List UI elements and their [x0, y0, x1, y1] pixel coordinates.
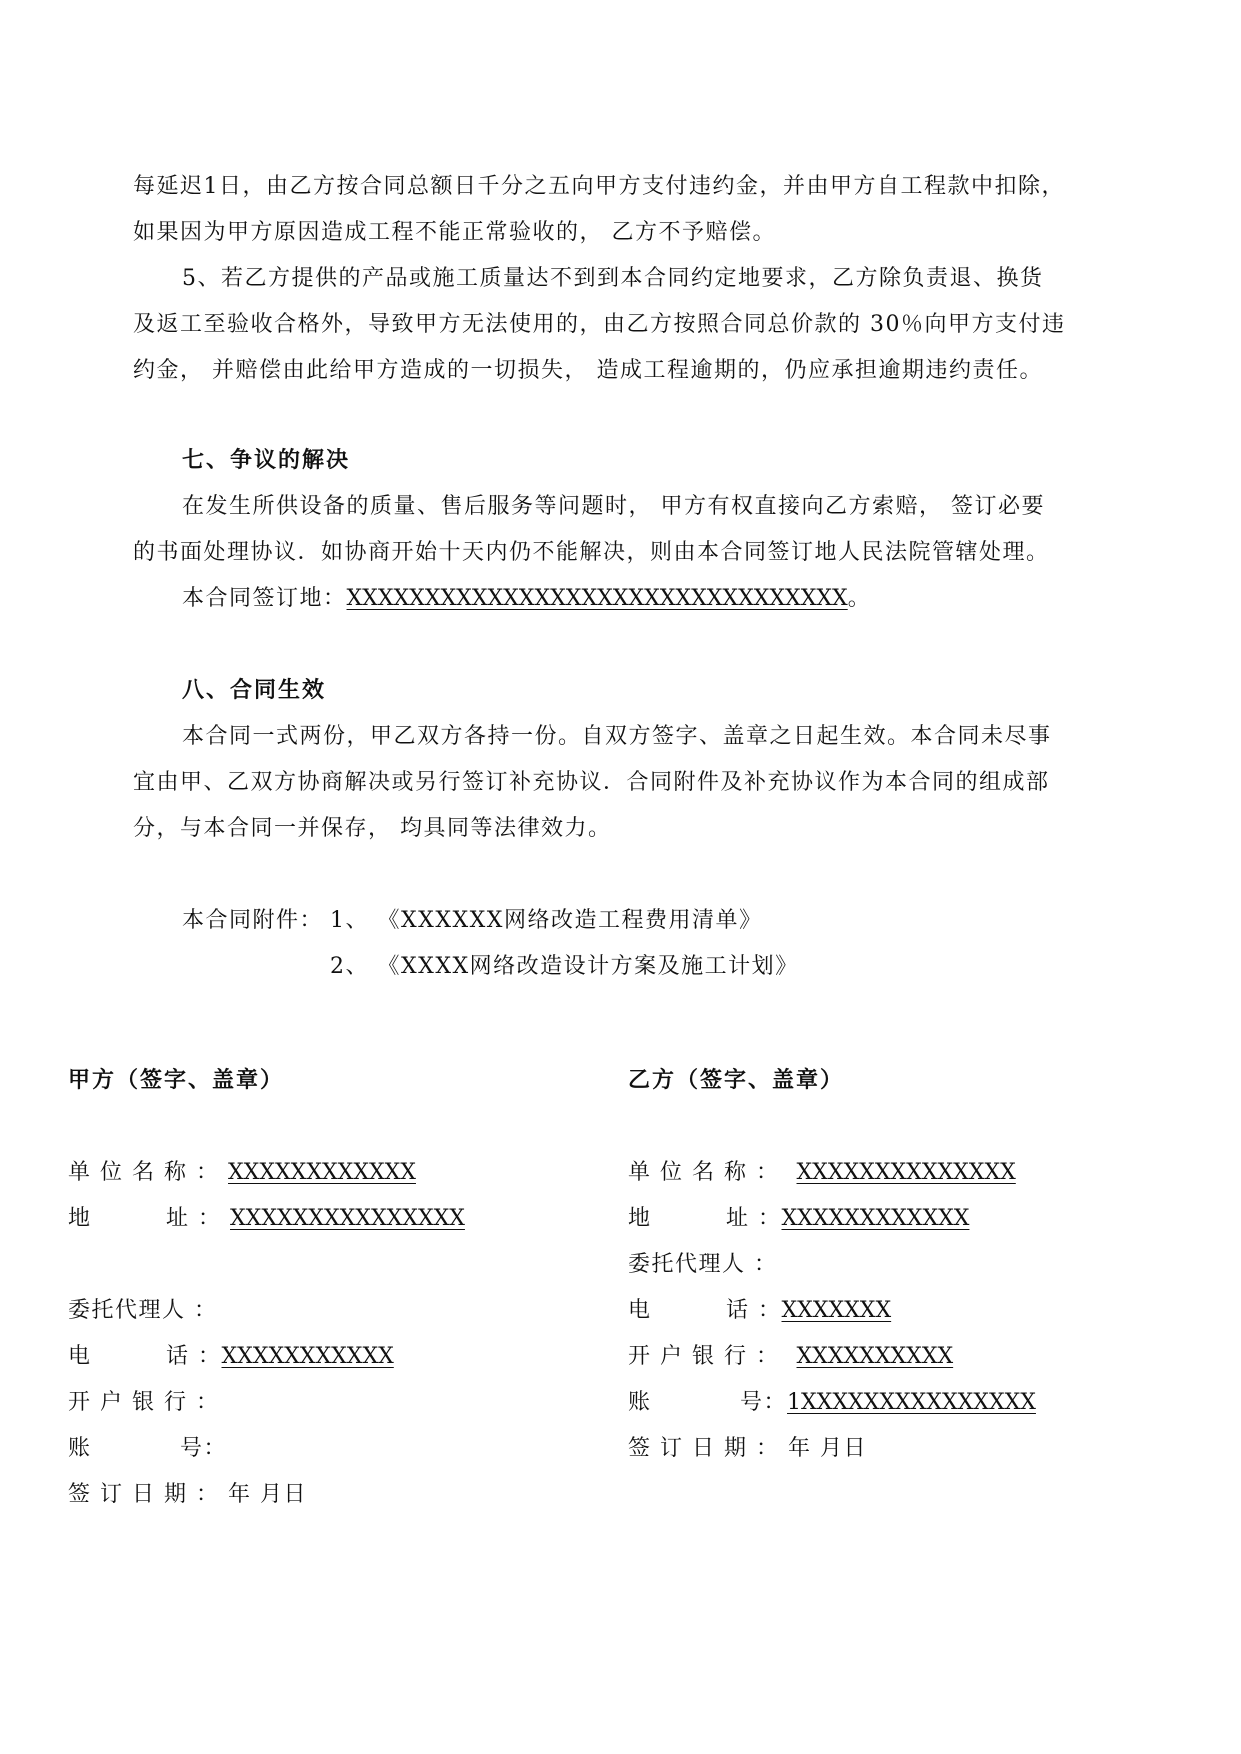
clause-6-text-line: 如果因为甲方原因造成工程不能正常验收的， 乙方不予赔偿。 — [133, 220, 776, 245]
party-a-date-row — [68, 1480, 307, 1510]
party-b-account-label-1: 账 — [628, 1390, 652, 1415]
party-a-agent-label: 委托代理人 ： — [68, 1298, 218, 1323]
signing-place-value: XXXXXXXXXXXXXXXXXXXXXXXXXXXXXXXX — [346, 586, 848, 611]
party-b-date-value: 年 月日 — [788, 1436, 868, 1461]
party-a-address-label-1: 地 — [68, 1206, 92, 1231]
party-a-unit-label: 单位名称： — [68, 1160, 229, 1185]
signing-place-end: 。 — [847, 586, 872, 611]
clause-6-item-5-line: 及返工至验收合格外，导致甲方无法使用的，由乙方按照合同总价款的 30％向甲方支付违 — [133, 312, 1066, 337]
party-a-date-label: 签订日期： — [68, 1482, 229, 1507]
attachment-item: 1、 《XXXXXX网络改造工程费用清单》 — [330, 908, 763, 933]
party-b-bank-label: 开户银行： — [628, 1344, 789, 1369]
section-8-text-line: 本合同一式两份，甲乙双方各持一份。自双方签字、盖章之日起生效。本合同未尽事 — [182, 724, 1052, 749]
party-a-account-label-2: 号： — [180, 1436, 228, 1461]
signing-place-label: 本合同签订地： — [182, 586, 347, 611]
section-8-heading: 八、合同生效 — [182, 678, 327, 703]
party-b-agent-label: 委托代理人 ： — [628, 1252, 778, 1277]
party-a-unit-value: XXXXXXXXXXXX — [228, 1160, 416, 1185]
party-b-bank-row — [628, 1342, 953, 1372]
party-b-unit-row — [628, 1158, 1016, 1188]
party-b-phone-label-2: 话 ： — [726, 1298, 782, 1323]
party-a-unit-row — [68, 1158, 416, 1188]
party-b-address-row — [726, 1204, 969, 1234]
party-b-phone-label-1: 电 — [628, 1298, 652, 1323]
section-8-text-line: 宜由甲、乙双方协商解决或另行签订补充协议．合同附件及补充协议作为本合同的组成部 — [133, 770, 1050, 795]
signing-place-line — [182, 584, 871, 614]
party-a-phone-value: XXXXXXXXXXX — [221, 1344, 394, 1369]
party-b-date-row — [628, 1434, 867, 1464]
party-b-phone-value: XXXXXXX — [781, 1298, 892, 1323]
section-7-text-line: 在发生所供设备的质量、售后服务等问题时， 甲方有权直接向乙方索赔， 签订必要 — [182, 494, 1045, 519]
party-a-account-label-1: 账 — [68, 1436, 92, 1461]
party-b-title: 乙方（签字、盖章） — [628, 1068, 845, 1093]
party-b-address-label-2: 址 ： — [726, 1206, 782, 1231]
clause-6-text-line: 每延迟1日，由乙方按合同总额日千分之五向甲方支付违约金，并由甲方自工程款中扣除， — [133, 174, 1066, 199]
party-b-phone-row — [726, 1296, 891, 1326]
party-a-phone-row — [166, 1342, 394, 1372]
party-b-address-label-1: 地 — [628, 1206, 652, 1231]
party-b-account-label-2: 号： — [740, 1390, 788, 1415]
party-b-date-label: 签订日期： — [628, 1436, 789, 1461]
party-a-phone-label-1: 电 — [68, 1344, 92, 1369]
clause-6-item-5-line: 5、若乙方提供的产品或施工质量达不到到本合同约定地要求，乙方除负责退、换货 — [182, 266, 1044, 291]
section-7-text-line: 的书面处理协议．如协商开始十天内仍不能解决，则由本合同签订地人民法院管辖处理。 — [133, 540, 1050, 565]
party-b-unit-value: XXXXXXXXXXXXXX — [796, 1160, 1016, 1185]
party-a-phone-label-2: 话 ： — [166, 1344, 222, 1369]
party-b-account-row — [740, 1388, 1036, 1418]
party-a-address-value: XXXXXXXXXXXXXXX — [230, 1206, 465, 1231]
party-a-title: 甲方（签字、盖章） — [68, 1068, 285, 1093]
party-b-account-value: 1XXXXXXXXXXXXXXX — [787, 1390, 1036, 1415]
attachment-item: 2、 《XXXX网络改造设计方案及施工计划》 — [330, 954, 799, 979]
party-a-address-row — [166, 1204, 465, 1234]
party-a-bank-label: 开户银行： — [68, 1390, 229, 1415]
section-8-text-line: 分，与本合同一并保存， 均具同等法律效力。 — [133, 816, 612, 841]
party-a-date-value: 年 月日 — [228, 1482, 308, 1507]
party-a-address-label-2: 址 ： — [166, 1206, 222, 1231]
party-b-address-value: XXXXXXXXXXXX — [781, 1206, 970, 1231]
clause-6-item-5-line: 约金， 并赔偿由此给甲方造成的一切损失， 造成工程逾期的，仍应承担逾期违约责任。 — [133, 358, 1043, 383]
attachments-label: 本合同附件： — [182, 908, 324, 933]
section-7-heading: 七、争议的解决 — [182, 448, 351, 473]
party-b-bank-value: XXXXXXXXXX — [796, 1344, 954, 1369]
party-b-unit-label: 单位名称： — [628, 1160, 789, 1185]
